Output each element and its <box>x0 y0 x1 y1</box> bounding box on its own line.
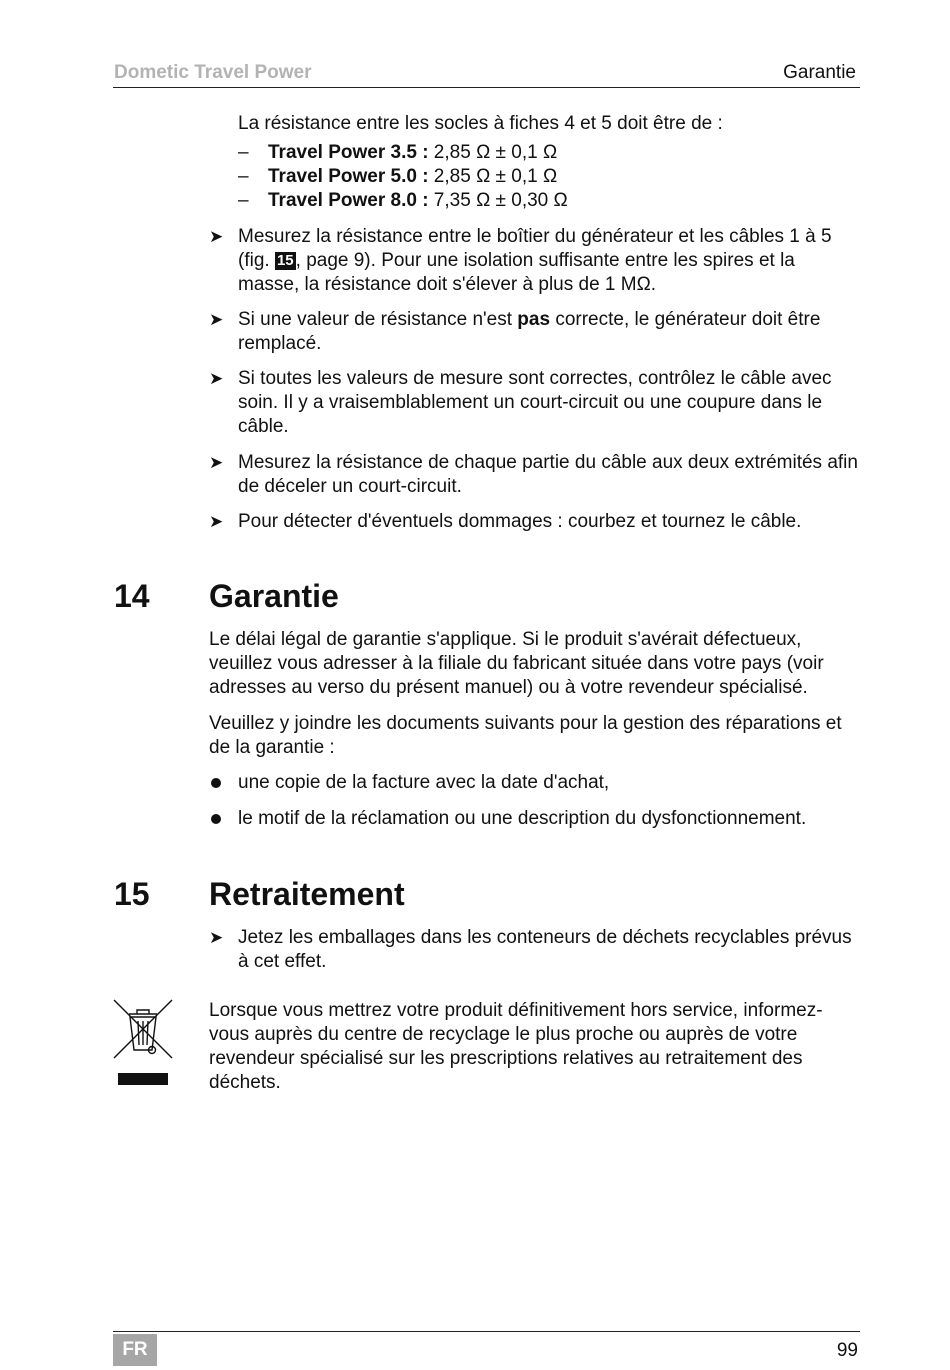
section-title-retraitement: Retraitement <box>209 876 405 912</box>
resistance-item: Travel Power 8.0 : 7,35 Ω ± 0,30 Ω <box>268 190 568 211</box>
language-badge: FR <box>113 1334 157 1366</box>
bullet-dot <box>211 814 221 824</box>
arrow-icon: ➤ <box>209 453 224 472</box>
list-item: le motif de la réclamation ou une description du dysfonctionnement. <box>238 808 807 829</box>
step-packaging: Jetez les emballages dans les conteneurs de déchets recyclables prévus à cet effet. <box>238 927 852 972</box>
resistance-item: Travel Power 3.5 : 2,85 Ω ± 0,1 Ω <box>268 142 558 163</box>
resistance-intro: La résistance entre les socles à fiches 4 et 5 doit être de : <box>238 113 723 134</box>
bullet-dot <box>211 778 221 788</box>
section-number: 14 <box>114 578 150 614</box>
step-bend-cable: Pour détecter d'éventuels dommages : courbez et tournez le câble. <box>238 511 802 532</box>
page-number: 99 <box>836 1340 858 1361</box>
section-number: 15 <box>114 876 150 912</box>
arrow-icon: ➤ <box>209 227 224 246</box>
step-measure-cable: Mesurez la résistance de chaque partie du câble aux deux extrémités afin de déceler un court-circuit. <box>238 452 858 497</box>
crossed-out-wheelie-bin-icon <box>112 998 174 1088</box>
step-replace-generator: Si une valeur de résistance n'est pas correcte, le générateur doit être remplacé. <box>238 309 821 354</box>
resistance-item: Travel Power 5.0 : 2,85 Ω ± 0,1 Ω <box>268 166 558 187</box>
footer-rule <box>113 1331 860 1332</box>
figure-reference: 15 <box>276 252 294 269</box>
header-brand: Dometic Travel Power <box>114 62 312 83</box>
arrow-icon: ➤ <box>209 310 224 329</box>
section-title-garantie: Garantie <box>209 578 339 614</box>
dash-bullet: – <box>238 190 249 211</box>
garantie-paragraph-documents: Veuillez y joindre les documents suivants pour la gestion des réparations et de la garantie : <box>209 713 842 758</box>
header-rule <box>113 87 860 88</box>
garantie-paragraph: Le délai légal de garantie s'applique. Si le produit s'avérait défectueux, veuillez vous adresser à la filiale du fabricant située dans votre pays (voir adresses au verso du présent manuel) ou à votre revendeur spécialisé. <box>209 629 824 698</box>
header-section: Garantie <box>783 62 856 83</box>
retraitement-paragraph: Lorsque vous mettrez votre produit définitivement hors service, informez-vous auprès du centre de recyclage le plus proche ou auprès de votre revendeur spécialisé sur les prescriptions relatives au retraitement des déchets. <box>209 1000 823 1093</box>
arrow-icon: ➤ <box>209 512 224 531</box>
arrow-icon: ➤ <box>209 369 224 388</box>
list-item: une copie de la facture avec la date d'achat, <box>238 772 610 793</box>
step-check-cable: Si toutes les valeurs de mesure sont correctes, contrôlez le câble avec soin. Il y a vraisemblablement un court-circuit ou une coupure dans le câble. <box>238 368 832 437</box>
dash-bullet: – <box>238 142 249 163</box>
step-measure-housing: Mesurez la résistance entre le boîtier du générateur et les câbles 1 à 5 (fig. 15 , page 9). Pour une isolation suffisante entre les spires et la masse, la résistance doit s'élever à plus de 1 MΩ. <box>238 226 832 295</box>
arrow-icon: ➤ <box>209 928 224 947</box>
dash-bullet: – <box>238 166 249 187</box>
